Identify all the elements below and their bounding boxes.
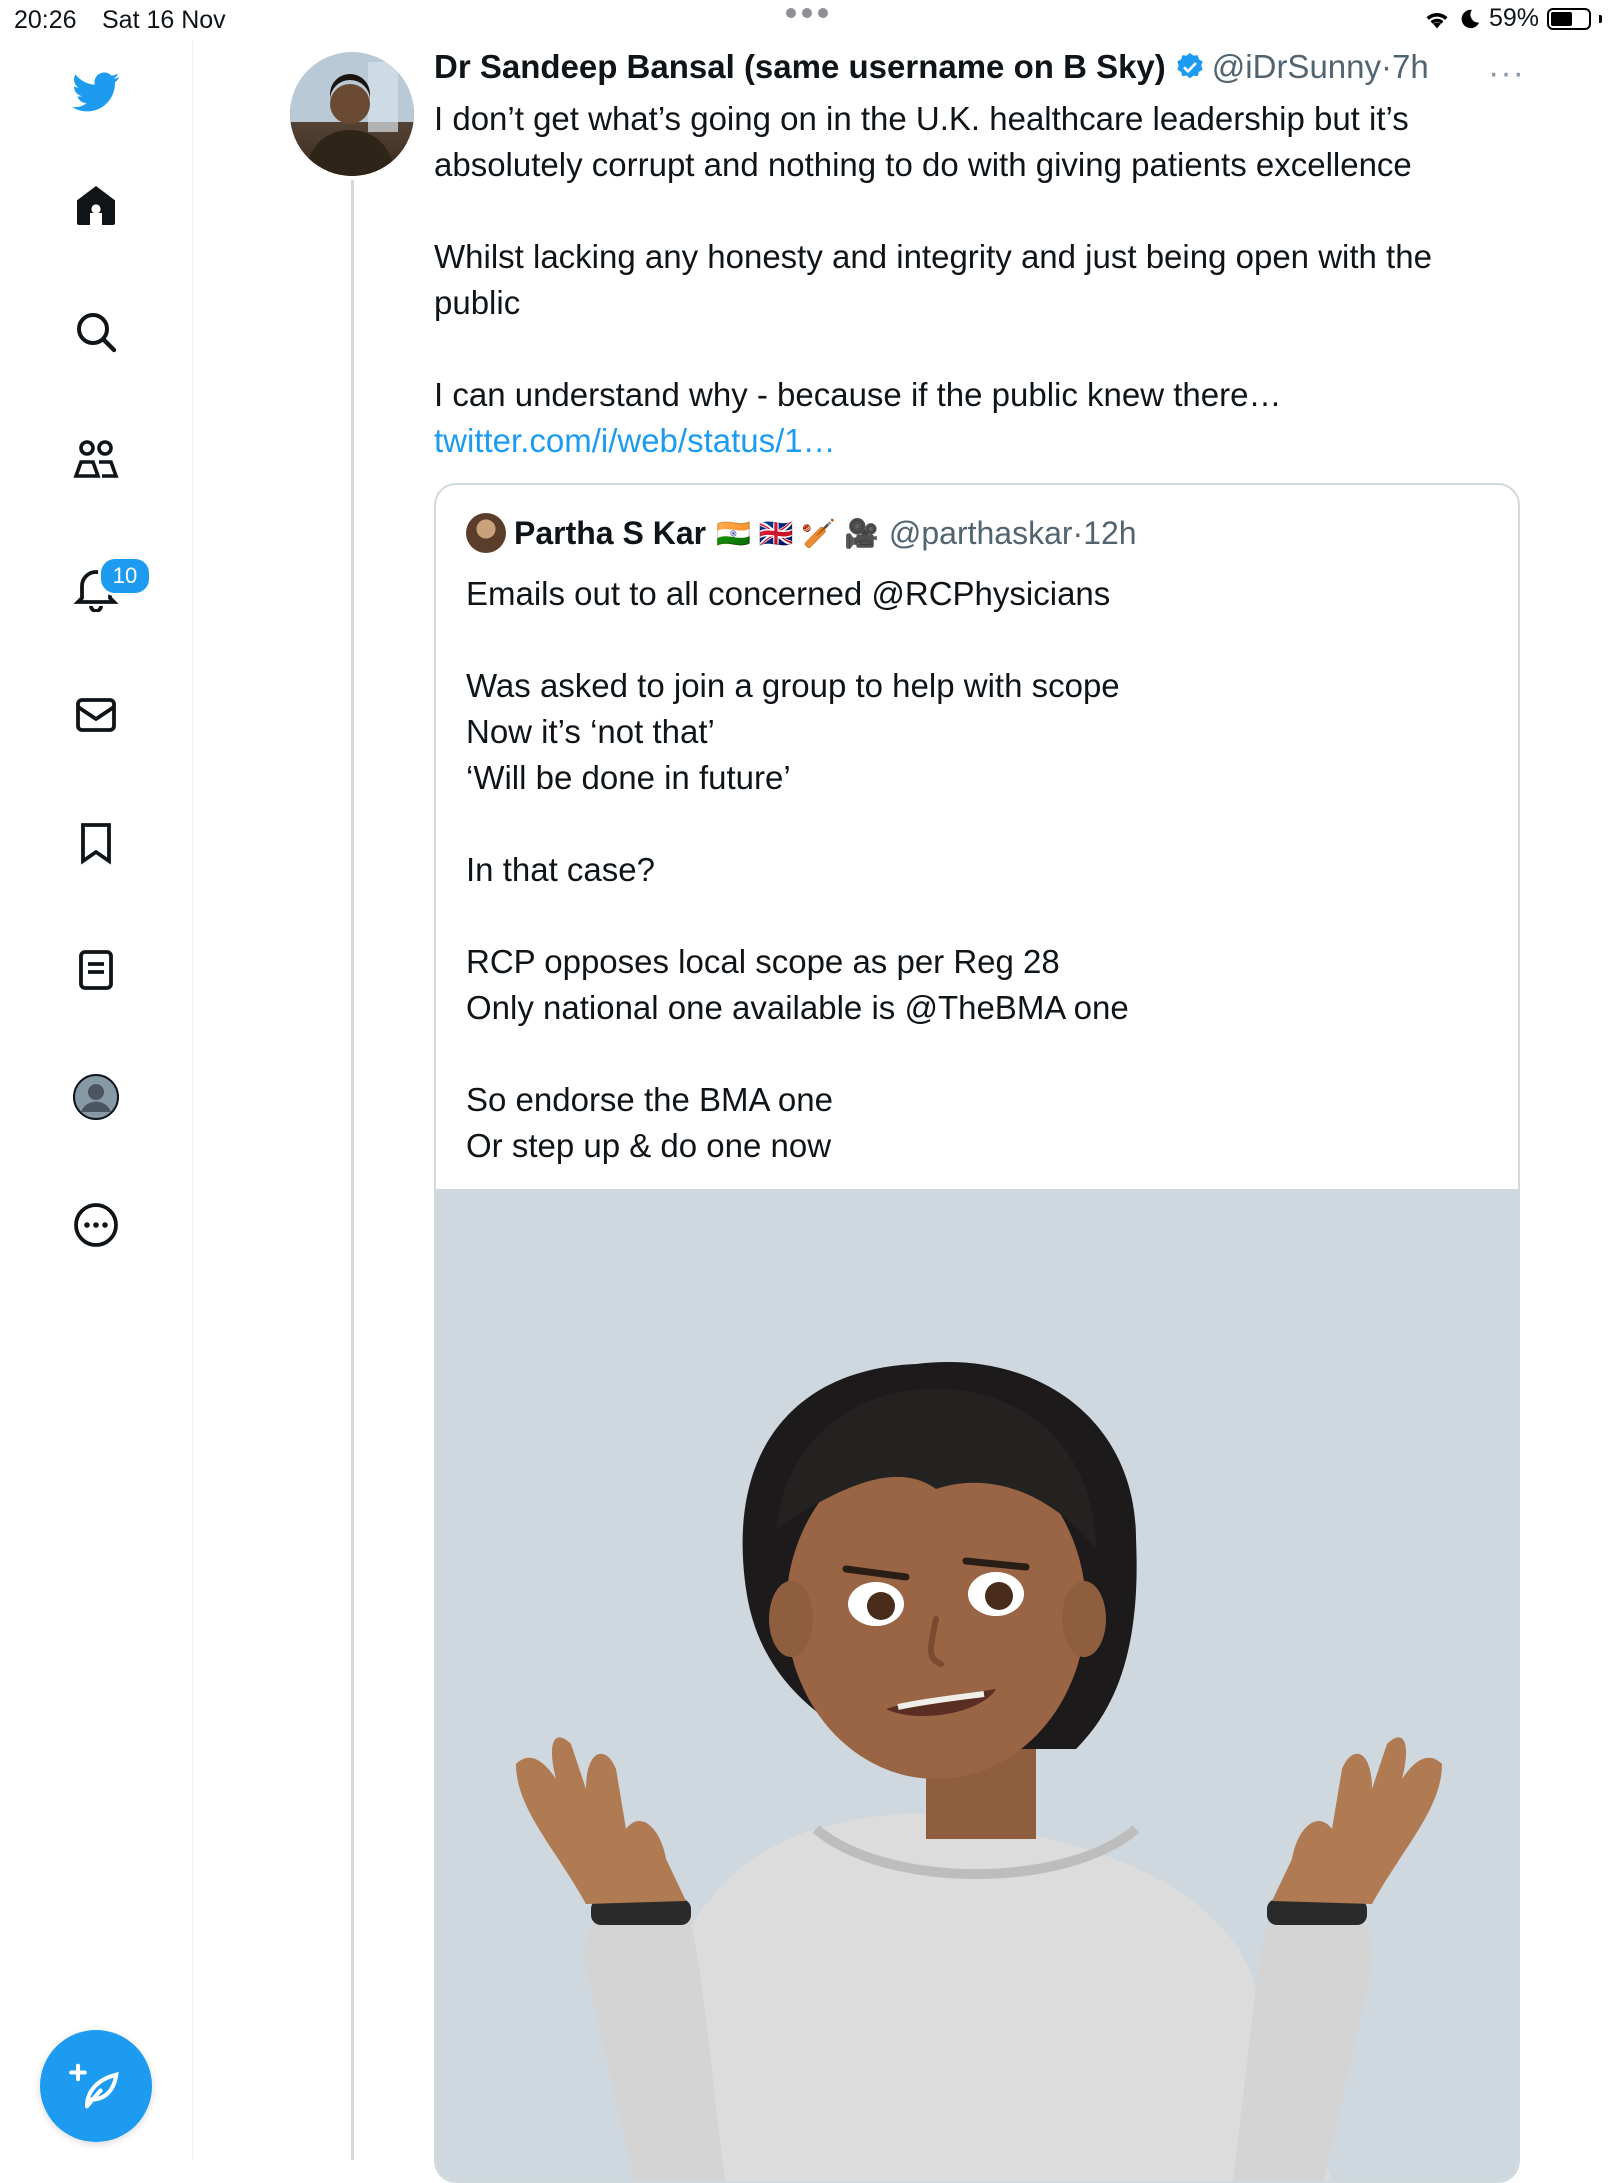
tweet-paragraph: Whilst lacking any honesty and integrity and just being open with the public bbox=[434, 238, 1432, 321]
quoted-author-emojis: 🇮🇳 🇬🇧 🏏 🎥 bbox=[716, 517, 879, 549]
tweet-paragraph: I don’t get what’s going on in the U.K. healthcare leadership but it’s absolutely corrupt and nothing to do with giving patients excellence bbox=[434, 100, 1412, 183]
status-date: Sat 16 Nov bbox=[102, 6, 226, 34]
quoted-line: Now it’s ‘not that’ bbox=[466, 713, 715, 750]
author-avatar[interactable] bbox=[290, 52, 414, 176]
quoted-line: Or step up & do one now bbox=[466, 1127, 832, 1164]
compose-tweet-button[interactable] bbox=[40, 2030, 152, 2142]
quoted-handle[interactable]: @parthaskar bbox=[888, 514, 1073, 551]
search-icon[interactable] bbox=[66, 302, 126, 362]
quoted-line: So endorse the BMA one bbox=[466, 1081, 833, 1118]
quoted-line: ‘Will be done in future’ bbox=[466, 759, 791, 796]
tweet-header bbox=[434, 48, 1429, 86]
quoted-author-name[interactable]: Partha S Kar bbox=[514, 514, 707, 551]
more-options-icon[interactable]: ··· bbox=[1488, 54, 1525, 92]
tweet-paragraph bbox=[434, 372, 1514, 464]
status-bar bbox=[0, 0, 1620, 40]
quoted-tweet[interactable] bbox=[434, 483, 1520, 2183]
quoted-line bbox=[466, 893, 1466, 939]
compose-icon bbox=[69, 2059, 123, 2113]
author-name[interactable]: Dr Sandeep Bansal (same username on B Sky) bbox=[434, 48, 1166, 85]
quoted-line: RCP opposes local scope as per Reg 28 bbox=[466, 943, 1060, 980]
battery-icon bbox=[1547, 8, 1591, 30]
quoted-line bbox=[466, 617, 1466, 663]
quoted-line bbox=[466, 801, 1466, 847]
lists-icon[interactable] bbox=[66, 940, 126, 1000]
quoted-body bbox=[466, 571, 1466, 1169]
author-handle[interactable]: @iDrSunny bbox=[1211, 48, 1382, 85]
dot-separator: · bbox=[1072, 514, 1084, 551]
profile-icon[interactable] bbox=[66, 1067, 126, 1127]
twitter-bird-icon[interactable] bbox=[66, 62, 126, 122]
quoted-line: Was asked to join a group to help with scope bbox=[466, 667, 1120, 704]
tweet-link[interactable]: twitter.com/i/web/status/1… bbox=[434, 422, 836, 459]
quoted-time[interactable]: 12h bbox=[1083, 514, 1137, 551]
quoted-line: Only national one available is @TheBMA one bbox=[466, 989, 1129, 1026]
quoted-media-image[interactable] bbox=[436, 1189, 1520, 2183]
battery-percent: 59% bbox=[1488, 4, 1539, 32]
thread-line bbox=[351, 180, 354, 2160]
status-right bbox=[1423, 4, 1602, 33]
bookmarks-icon[interactable] bbox=[66, 813, 126, 873]
quoted-line: Emails out to all concerned @RCPhysicians bbox=[466, 575, 1111, 612]
quoted-line bbox=[466, 1031, 1466, 1077]
multitasking-dots[interactable] bbox=[786, 8, 828, 18]
messages-icon[interactable] bbox=[66, 685, 126, 745]
quoted-header bbox=[466, 513, 1137, 553]
verified-badge-icon bbox=[1174, 51, 1206, 83]
tweet-body bbox=[434, 96, 1514, 464]
more-icon[interactable] bbox=[66, 1195, 126, 1255]
communities-icon[interactable] bbox=[66, 430, 126, 490]
notifications-badge: 10 bbox=[98, 556, 152, 596]
moon-icon bbox=[1459, 8, 1481, 30]
status-time: 20:26 bbox=[14, 6, 77, 34]
home-icon[interactable] bbox=[66, 175, 126, 235]
tweet-paragraph-text: I can understand why - because if the public knew there… bbox=[434, 376, 1282, 413]
quoted-avatar[interactable] bbox=[466, 513, 506, 553]
memoji-shrug-image bbox=[436, 1189, 1520, 2183]
quoted-line: In that case? bbox=[466, 851, 655, 888]
dot-separator: · bbox=[1381, 48, 1393, 85]
tweet-time[interactable]: 7h bbox=[1392, 48, 1429, 85]
sidebar-nav bbox=[0, 40, 193, 2160]
wifi-icon bbox=[1423, 8, 1451, 30]
